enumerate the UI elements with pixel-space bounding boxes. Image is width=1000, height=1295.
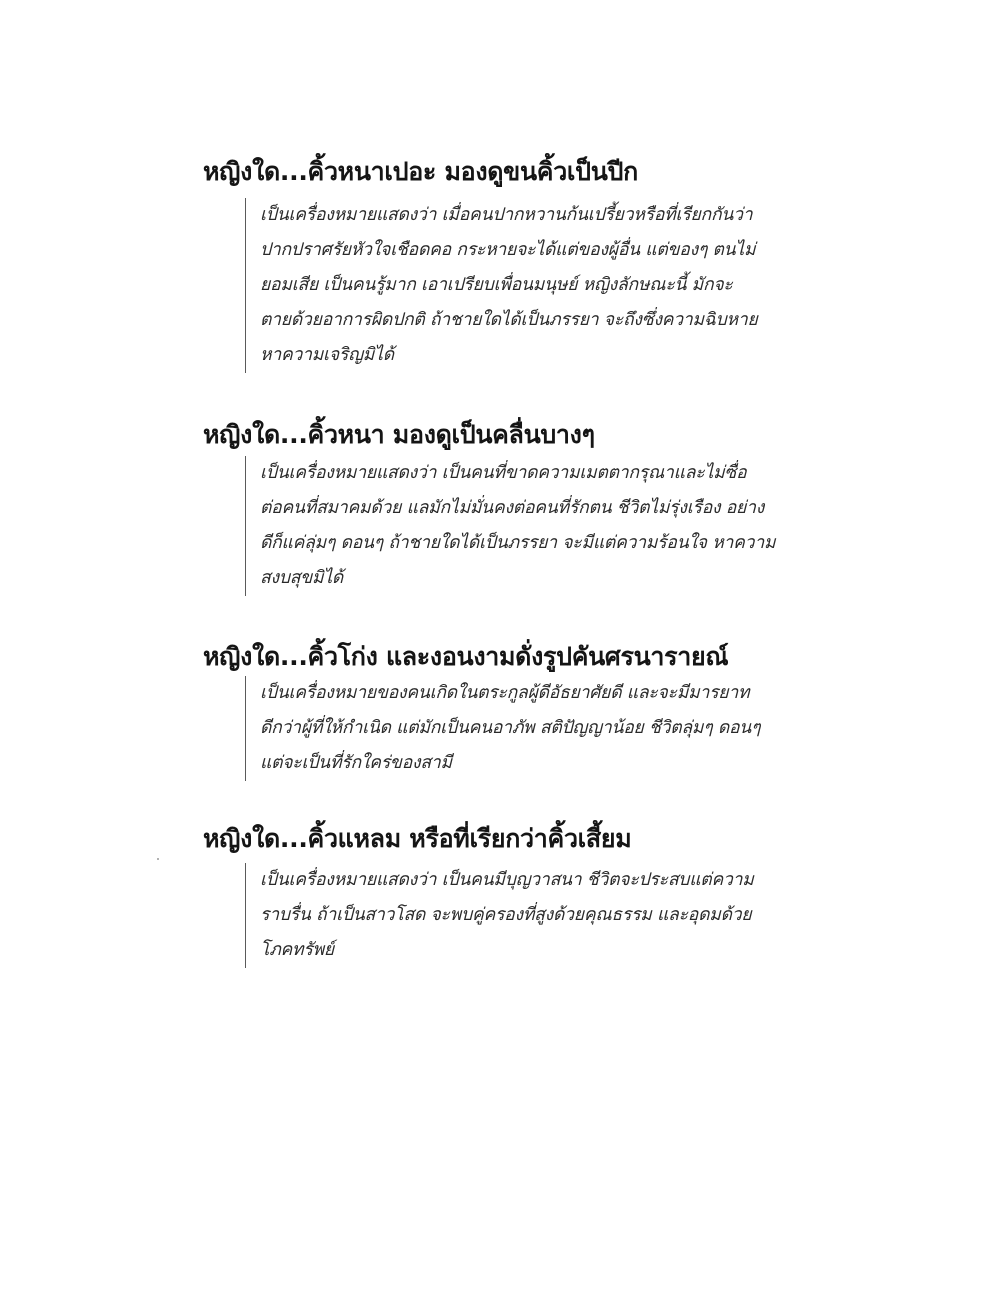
body-line: ปากปราศรัยหัวใจเชือดคอ กระหายจะได้แต่ของผู้อื่น แต่ของๆ ตนไม่: [260, 240, 756, 260]
body-line: ราบรื่น ถ้าเป็นสาวโสด จะพบคู่ครองที่สูงด้วยคุณธรรม และอุดมด้วย: [260, 905, 752, 925]
body-line: ดีกว่าผู้ที่ให้กำเนิด แต่มักเป็นคนอาภัพ สติปัญญาน้อย ชีวิตลุ่มๆ ดอนๆ: [260, 718, 761, 738]
section-heading: หญิงใด...คิ้วหนา มองดูเป็นคลื่นบางๆ: [203, 420, 595, 449]
section-body: [245, 863, 830, 968]
body-line: ตายด้วยอาการผิดปกติ ถ้าชายใดได้เป็นภรรยา จะถึงซึ่งความฉิบหาย: [260, 310, 758, 330]
section-heading: หญิงใด...คิ้วหนาเปอะ มองดูขนคิ้วเป็นปีก: [203, 157, 638, 186]
section-body: [245, 456, 830, 596]
scan-speck: [157, 858, 159, 860]
section-heading: หญิงใด...คิ้วโก่ง และงอนงามดั่งรูปคันศรนารายณ์: [203, 642, 729, 671]
body-line: แต่จะเป็นที่รักใคร่ของสามี: [260, 753, 452, 773]
section-body: [245, 676, 830, 781]
body-line: เป็นเครื่องหมายของคนเกิดในตระกูลผู้ดีอัธยาศัยดี และจะมีมารยาท: [260, 683, 750, 703]
body-line: เป็นเครื่องหมายแสดงว่า เมื่อคนปากหวานก้นเปรี้ยวหรือที่เรียกกันว่า: [260, 205, 753, 225]
body-line: ดีก็แค่ลุ่มๆ ดอนๆ ถ้าชายใดได้เป็นภรรยา จะมีแต่ความร้อนใจ หาความ: [260, 533, 776, 553]
body-line: เป็นเครื่องหมายแสดงว่า เป็นคนมีบุญวาสนา ชีวิตจะประสบแต่ความ: [260, 870, 754, 890]
section-body: [245, 198, 830, 373]
body-line: สงบสุขมิได้: [260, 568, 344, 588]
body-line: โภคทรัพย์: [260, 940, 334, 960]
body-line: หาความเจริญมิได้: [260, 345, 394, 365]
body-line: เป็นเครื่องหมายแสดงว่า เป็นคนที่ขาดความเมตตากรุณาและไม่ซื่อ: [260, 463, 747, 483]
section-heading: หญิงใด...คิ้วแหลม หรือที่เรียกว่าคิ้วเสี้ยม: [203, 824, 632, 853]
body-line: ต่อคนที่สมาคมด้วย แลมักไม่มั่นคงต่อคนที่รักตน ชีวิตไม่รุ่งเรือง อย่าง: [260, 498, 765, 518]
body-line: ยอมเสีย เป็นคนรู้มาก เอาเปรียบเพื่อนมนุษย์ หญิงลักษณะนี้ มักจะ: [260, 275, 733, 295]
